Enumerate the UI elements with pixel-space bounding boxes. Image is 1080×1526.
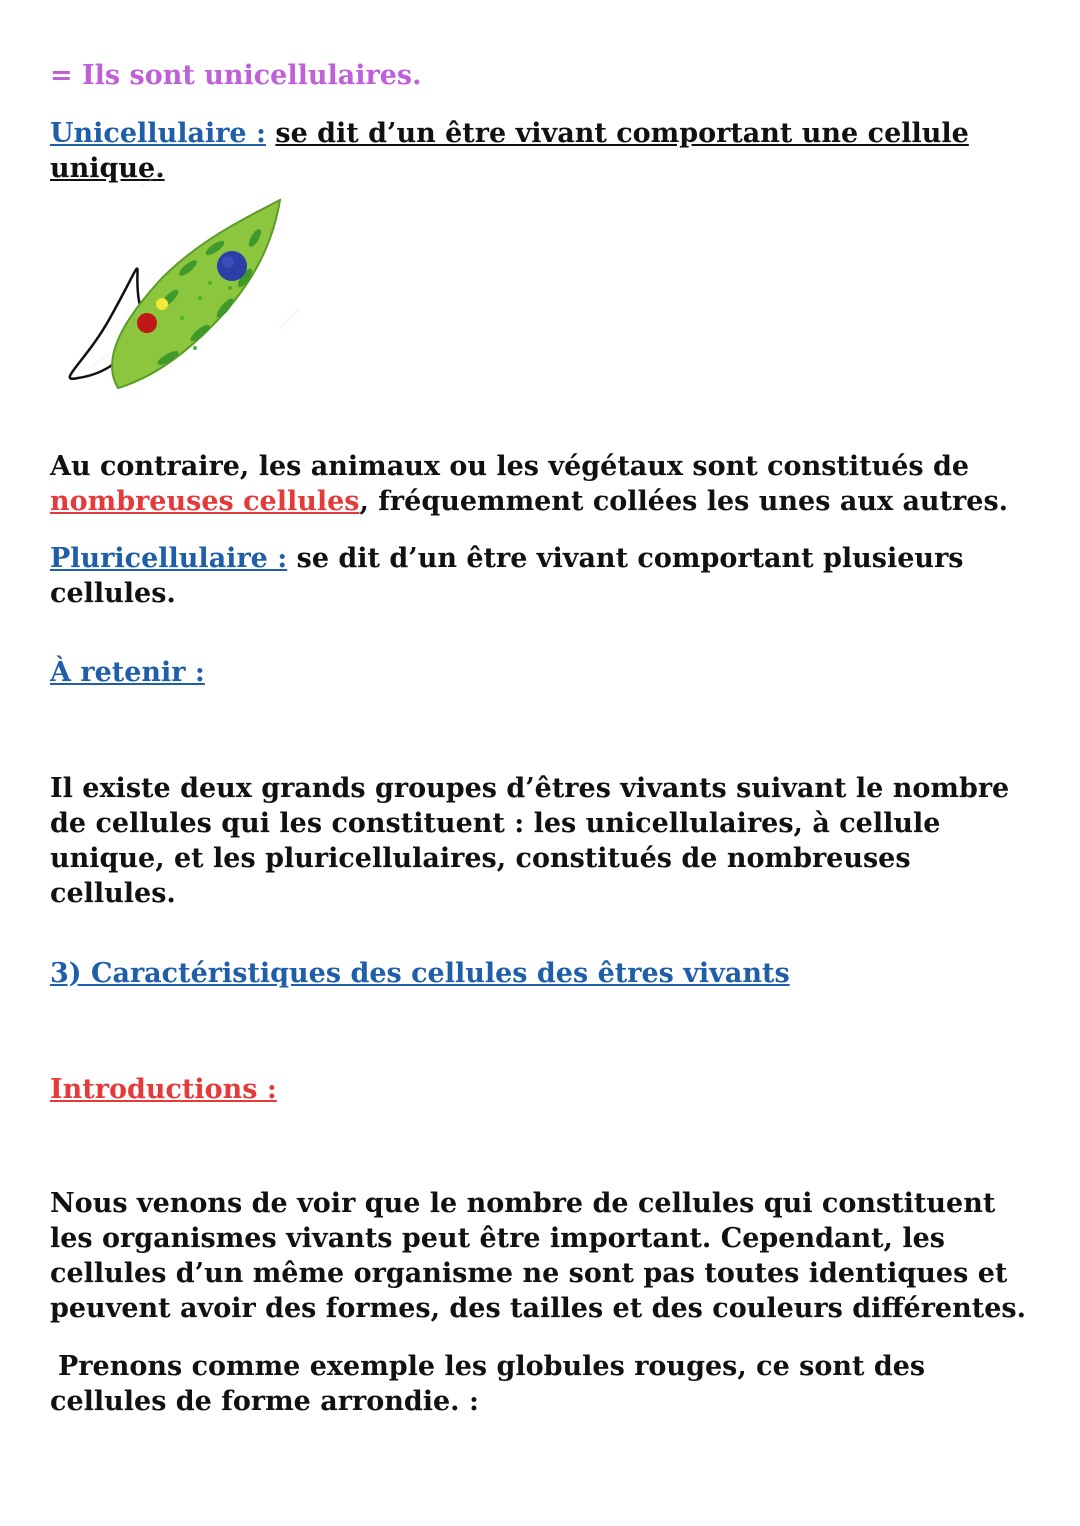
intro-paragraph-1: Nous venons de voir que le nombre de cellules qui constituent les organismes vivants peut être important. Cependant, les cellules d’un même organisme ne sont pas toutes identiques et peuvent avoir des formes, des tailles et des couleurs différentes. — [50, 1188, 1026, 1324]
highlight-nombreuses-cellules: nombreuses cellules — [50, 486, 360, 517]
definition-pluricellulaire — [50, 541, 1040, 611]
introductions-heading: Introductions : — [50, 1074, 277, 1105]
definition-text-pluricellulaire: se dit d’un être vivant comportant plusieurs cellules. — [50, 543, 964, 609]
retenir-text: Il existe deux grands groupes d’êtres vivants suivant le nombre de cellules qui les constituent : les unicellulaires, à cellule unique, et les pluricellulaires, constitués de nombreuses cellules. — [50, 773, 1010, 909]
section-3-heading: 3) Caractéristiques des cellules des êtres vivants — [50, 958, 790, 989]
term-unicellulaire: Unicellulaire : — [50, 118, 266, 149]
retenir-heading: À retenir : — [50, 657, 205, 688]
euglena-illustration — [50, 168, 320, 393]
term-pluricellulaire: Pluricellulaire : — [50, 543, 288, 574]
paragraph-contraire-end: , fréquemment collées les unes aux autres. — [359, 486, 1009, 517]
intro-paragraph-2: Prenons comme exemple les globules rouges, ce sont des cellules de forme arrondie. : — [50, 1351, 926, 1417]
paragraph-contraire-start: Au contraire, les animaux ou les végétaux sont constitués de — [50, 451, 970, 482]
paragraph-contraire — [50, 449, 1040, 519]
intro-line: = Ils sont unicellulaires. — [50, 60, 422, 91]
definition-text-unicellulaire: se dit d’un être vivant comportant une cellule unique. — [50, 118, 969, 184]
